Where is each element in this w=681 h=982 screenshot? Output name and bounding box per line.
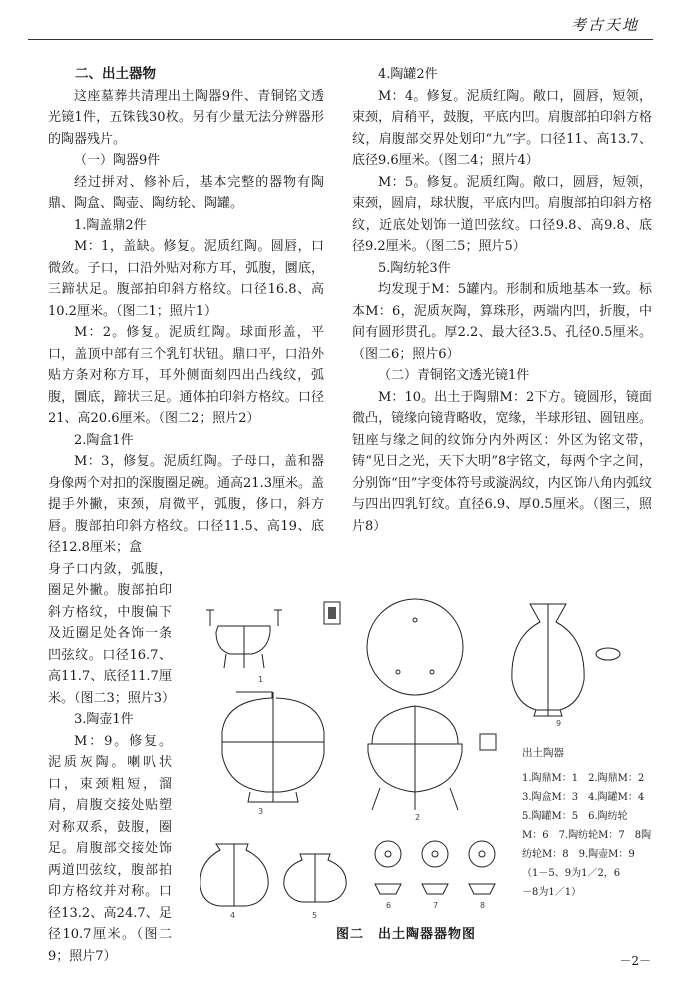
hu-m9-paragraph: M：9。修复。泥质灰陶。喇叭状口，束颈粗短，溜肩，肩腹交接处贴塑对称双系，鼓腹，圈足。肩腹部交接处饰两道凹弦纹，腹部拍印方格纹并对称。口径13.2、高24.7、足径10.7厘米。（图二9；照片7） — [48, 733, 172, 964]
journal-brand: 考古天地 — [570, 16, 639, 34]
drawing-7-whorl — [422, 841, 448, 894]
drawing-4-guan — [200, 844, 268, 906]
figure-number-5: 5 — [312, 911, 318, 920]
right-column — [352, 64, 652, 537]
page-number: －2－ — [619, 954, 651, 968]
legend-line: 纺轮M：8 9.陶壶M：9 — [522, 849, 635, 860]
narrow-text-block — [48, 559, 176, 968]
ding-m1-paragraph: M：1，盖缺。修复。泥质红陶。圆唇，口微敛。子口，口沿外贴对称方耳，弧腹，圜底，三蹄状足。腹部拍印斜方格纹。口径16.8、高10.2厘米。（图二1；照片1） — [48, 239, 324, 319]
figure-caption: 图二 出土陶器器物图 — [336, 927, 477, 942]
bronze-paragraph: M：10。出土于陶鼎M：2下方。镜圆形，镜面微凸，镜缘向镜背略收，宽缘，半球形钮、圆钮座。钮座与缘之间的纹饰分内外两区：外区为铭文带，铸“见日之光，天下大明”8字铭文，每两个字之间，分别饰“田”字变体符号或漩涡纹，内区饰八角内弧纹与四出四乳钉纹。直径6.9、厚0.5厘米。（图三，照片8） — [352, 389, 652, 534]
figure-number-2: 2 — [415, 813, 421, 822]
drawing-1-ding — [206, 602, 340, 668]
figure-number-9: 9 — [556, 719, 562, 728]
drawing-3-he — [222, 692, 324, 802]
legend-title: 出土陶器 — [522, 747, 564, 759]
legend-line: 3.陶盒M：3 4.陶罐M：4 — [522, 792, 645, 803]
pottery-intro: 经过拼对、修补后，基本完整的器物有陶鼎、陶盒、陶壶、陶纺轮、陶罐。 — [48, 174, 324, 211]
guan-m4-paragraph: M：4。修复。泥质红陶。敞口，圆唇，短领，束颈，肩稍平，鼓腹，平底内凹。肩腹部拍印斜方格纹，肩腹部交界处划印“九”字。口径11、高13.7、底径9.6厘米。（图二4；照片4） — [352, 88, 652, 168]
legend-line: －8为1／1） — [522, 887, 582, 898]
guan-heading: 4.陶罐2件 — [378, 67, 438, 82]
section-heading: 二、出土器物 — [75, 66, 156, 82]
figure-number-3: 3 — [258, 807, 264, 816]
legend-line: 5.陶罐M：5 6.陶纺轮 — [522, 811, 628, 822]
drawing-8-whorl — [469, 841, 495, 894]
figure-number-6: 6 — [386, 901, 392, 910]
intro-paragraph: 这座墓葬共清理出土陶器9件、青铜铭文透光镜1件，五铢钱30枚。另有少量无法分辨器形的陶器残片。 — [48, 88, 324, 147]
ding-m2-paragraph: M：2。修复。泥质红陶。球面形盖，平口，盖顶中部有三个乳钉状钮。鼎口平，口沿外贴方条对称方耳，耳外侧面刻四出凸线纹，弧腹，圜底，蹄状三足。通体拍印斜方格纹。口径21、高20.6厘米。（图二2；照片2） — [48, 325, 324, 426]
figure-number-8: 8 — [480, 901, 486, 910]
figure-legend — [522, 744, 662, 902]
drawing-6-whorl — [375, 841, 401, 894]
drawing-5-guan — [284, 854, 346, 902]
lun-heading: 5.陶纺轮3件 — [378, 260, 451, 276]
figure-number-7: 7 — [433, 901, 439, 910]
he-m3-paragraph: M：3，修复。泥质红陶。子母口，盖和器身像两个对扣的深腹圈足碗。通高21.3厘米。盖提手外撇，束颈，肩微平，弧腹，侈口，斜方唇。腹部拍印斜方格纹。口径11.5、高19、底径12.8厘米；盒 — [48, 454, 324, 555]
legend-line: M：6 7.陶纺轮M：7 8陶 — [522, 830, 652, 841]
hu-heading: 3.陶壶1件 — [74, 712, 134, 727]
bronze-heading: （二）青铜铭文透光镜1件 — [378, 368, 530, 383]
drawing-9-hu — [512, 604, 620, 716]
legend-line: 1.陶鼎M：1 2.陶鼎M：2 — [522, 773, 645, 784]
ding-heading: 1.陶盖鼎2件 — [74, 217, 147, 233]
header-rule — [28, 39, 653, 40]
he-heading: 2.陶盒1件 — [74, 432, 134, 448]
legend-line: （1－5、9为1／2，6 — [522, 868, 621, 879]
pottery-subheading: （一）陶器9件 — [74, 153, 161, 168]
guan-m5-paragraph: M：5。修复。泥质红陶。敞口，圆唇，短领，束颈，圆肩，球状腹，平底内凹。肩腹部拍印斜方格纹，近底处划饰一道凹弦纹。口径9.8、高9.8、底径9.2厘米。（图二5；照片5） — [352, 174, 652, 254]
lun-paragraph: 均发现于M：5罐内。形制和质地基本一致。标本M：6，泥质灰陶，算珠形，两端内凹，折腹，中间有圆形贯孔。厚2.2、最大径3.5、孔径0.5厘米。（图二6；照片6） — [352, 282, 652, 362]
he-m3-continued: 身子口内敛，弧腹，圈足外撇。腹部拍印斜方格纹，中腹偏下及近圈足处各饰一条凹弦纹。口径16.7、高11.7、底径11.7厘米。（图二3；照片3） — [48, 561, 176, 706]
figure-number-1: 1 — [258, 675, 264, 684]
figure-number-4: 4 — [230, 911, 236, 920]
drawing-2-ding — [367, 599, 496, 810]
